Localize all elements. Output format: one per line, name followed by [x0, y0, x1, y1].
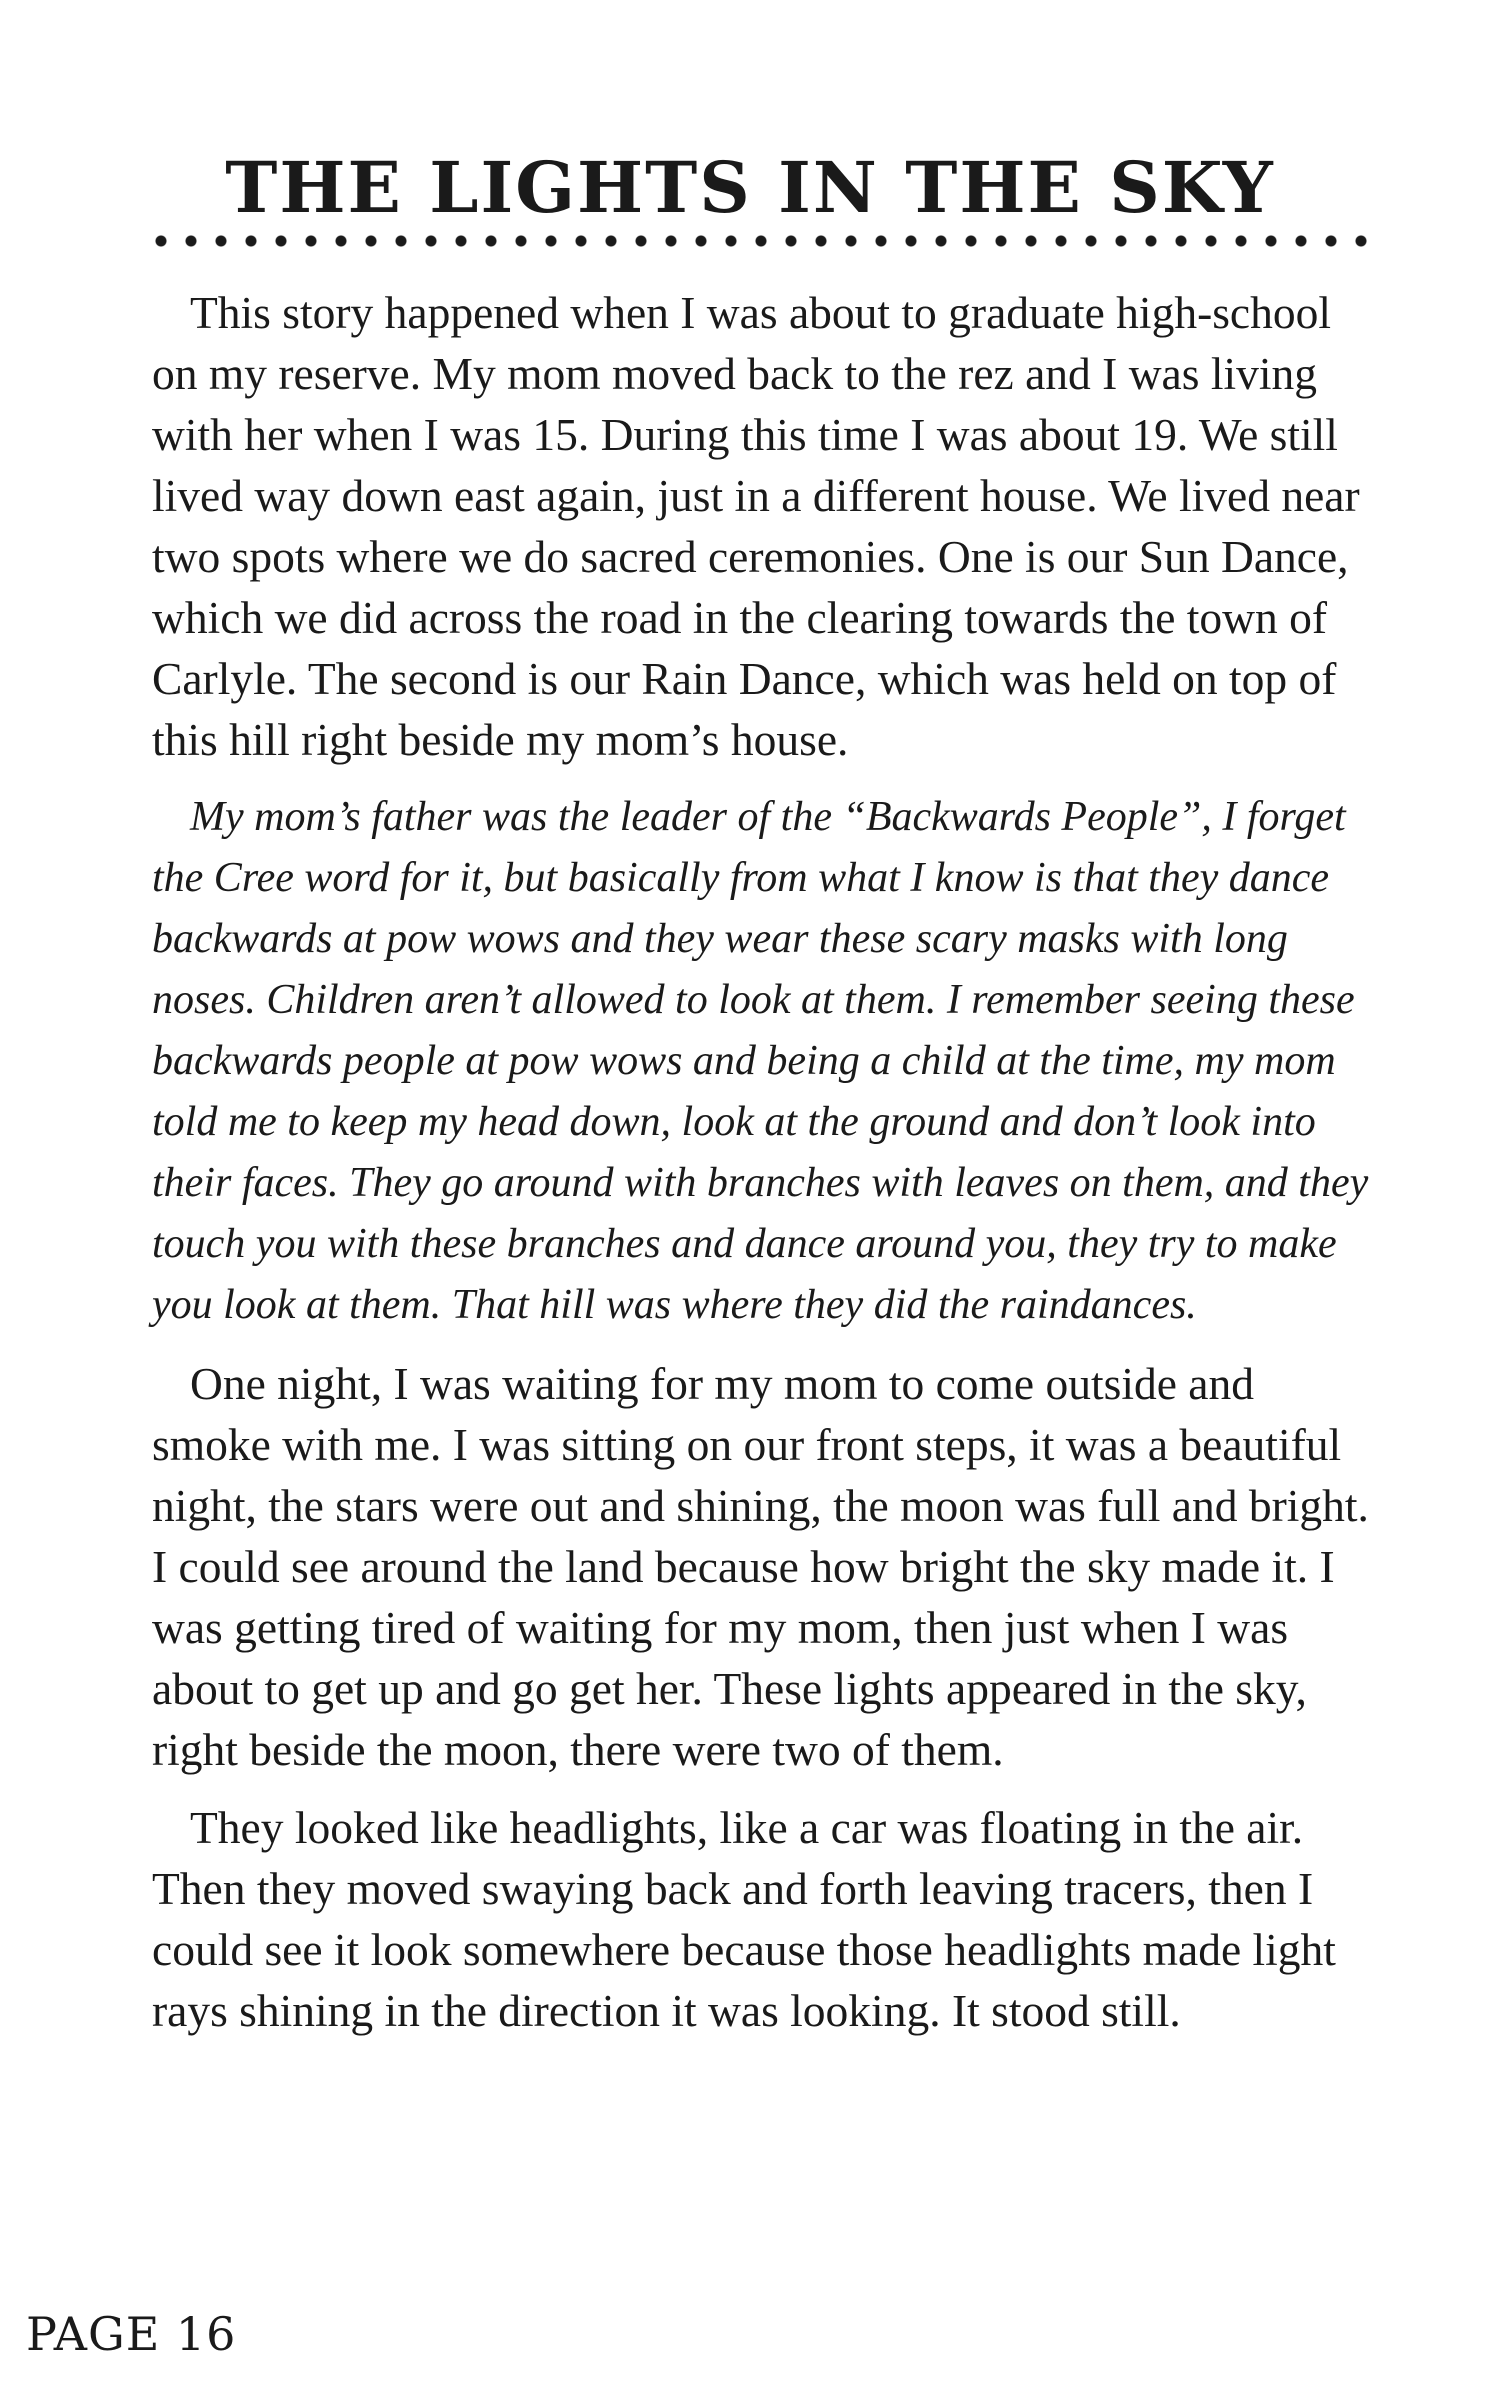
paragraph-1: This story happened when I was about to graduate high-school on my reserve. My mom moved back to the rez and I was living with her when I was 15. During this time I was about 19. We still lived way down east again, just in a different house. We lived near two spots where we do sacred ceremonies. One is our Sun Dance, which we did across the road in the clearing towards the town of Carlyle. The second is our Rain Dance, which was held on top of this hill right beside my mom’s house.: [152, 287, 1360, 765]
dotted-divider: [146, 234, 1376, 248]
paragraph-2-italic: My mom’s father was the leader of the “Backwards People”, I forget the Cree word for it, but basically from what I know is that they dance backwards at pow wows and they wear these scary masks with long noses. Children aren’t allowed to look at them. I remember seeing these backwards people at pow wows and being a child at the time, my mom told me to keep my head down, look at the ground and don’t look into their faces. They go around with branches with leaves on them, and they touch you with these branches and dance around you, they try to make you look at them. That hill was where they did the raindances.: [152, 794, 1369, 1328]
paragraph-4: They looked like headlights, like a car was floating in the air. Then they moved swaying back and forth leaving tracers, then I could see it look somewhere because those headlights made light rays shining in the direction it was looking. It stood still.: [152, 1802, 1336, 2036]
page-number: PAGE 16: [26, 2307, 237, 2361]
paragraph-3: One night, I was waiting for my mom to come outside and smoke with me. I was sitting on our front steps, it was a beautiful night, the stars were out and shining, the moon was full and bright. I could see around the land because how bright the sky made it. I was getting tired of waiting for my mom, then just when I was about to get up and go get her. These lights appeared in the sky, right beside the moon, there were two of them.: [152, 1358, 1369, 1775]
story-body: [152, 282, 1382, 2058]
page-title: THE LIGHTS IN THE SKY: [225, 146, 1275, 229]
